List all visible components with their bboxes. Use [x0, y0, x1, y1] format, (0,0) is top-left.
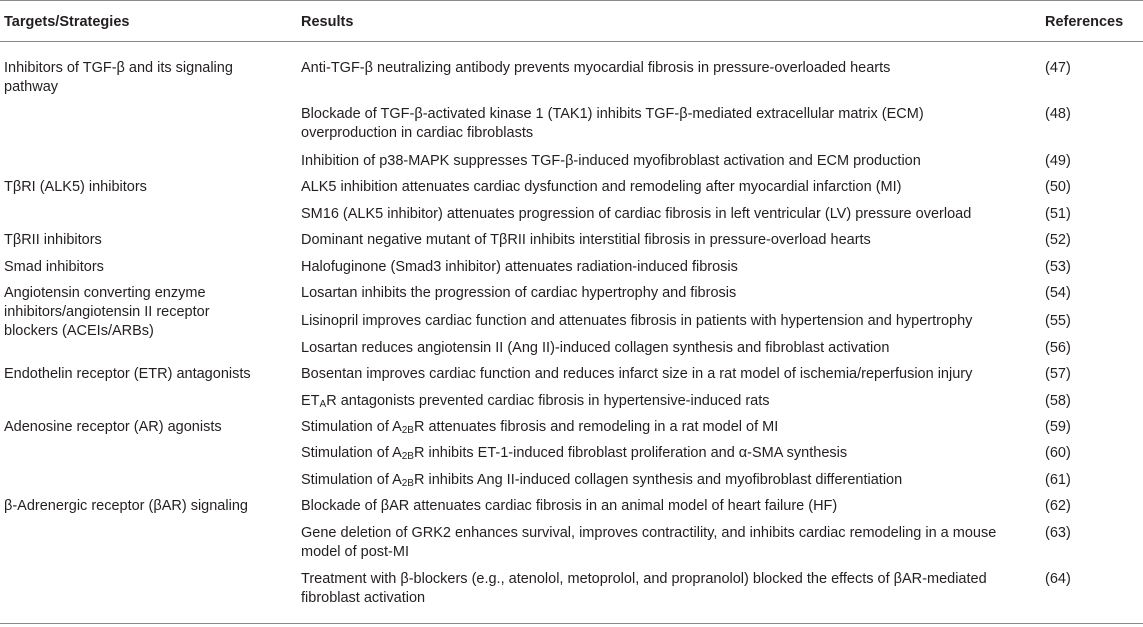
- target-cell: Smad inhibitors: [4, 259, 104, 275]
- table-bottom-rule: [0, 623, 1143, 624]
- result-cell: Anti-TGF-β neutralizing antibody prevents myocardial fibrosis in pressure-overloaded hearts: [301, 60, 891, 76]
- header-results: Results: [301, 14, 354, 30]
- reference-cell: (47): [1045, 60, 1071, 76]
- result-cell: Losartan inhibits the progression of cardiac hypertrophy and fibrosis: [301, 285, 737, 301]
- reference-cell: (58): [1045, 393, 1071, 409]
- target-cell: TβRI (ALK5) inhibitors: [4, 179, 147, 195]
- reference-cell: (59): [1045, 419, 1071, 435]
- reference-cell: (56): [1045, 340, 1071, 356]
- reference-cell: (64): [1045, 571, 1071, 587]
- result-cell: Blockade of βAR attenuates cardiac fibrosis in an animal model of heart failure (HF): [301, 498, 838, 514]
- target-cell: Inhibitors of TGF-β and its signaling pathway: [4, 60, 233, 95]
- result-cell: SM16 (ALK5 inhibitor) attenuates progression of cardiac fibrosis in left ventricular (LV) pressure overload: [301, 206, 972, 222]
- reference-cell: (50): [1045, 179, 1071, 195]
- reference-cell: (48): [1045, 106, 1071, 122]
- result-cell: Lisinopril improves cardiac function and attenuates fibrosis in patients with hypertension and hypertrophy: [301, 313, 973, 329]
- result-cell: Stimulation of $A_{2B}R$ attenuates fibrosis and remodeling in a rat model of MI: [301, 419, 779, 436]
- reference-cell: (53): [1045, 259, 1071, 275]
- result-cell: Treatment with β-blockers (e.g., atenolol, metoprolol, and propranolol) blocked the effects of βAR-mediated fibroblast activation: [301, 571, 987, 606]
- result-cell: ALK5 inhibition attenuates cardiac dysfunction and remodeling after myocardial infarction (MI): [301, 179, 902, 195]
- target-cell: TβRII inhibitors: [4, 232, 102, 248]
- reference-cell: (51): [1045, 206, 1071, 222]
- header-targets: Targets/Strategies: [4, 14, 130, 30]
- reference-cell: (61): [1045, 472, 1071, 488]
- result-cell: $ET_AR$ antagonists prevented cardiac fibrosis in hypertensive-induced rats: [301, 393, 770, 410]
- result-cell: Stimulation of $A_{2B}R$ inhibits Ang II-induced collagen synthesis and myofibroblast differentiation: [301, 472, 903, 489]
- target-cell: Angiotensin converting enzyme inhibitors/angiotensin II receptor blockers (ACEIs/ARBs): [4, 285, 210, 339]
- reference-cell: (62): [1045, 498, 1071, 514]
- target-cell: β-Adrenergic receptor (βAR) signaling: [4, 498, 248, 514]
- result-cell: Losartan reduces angiotensin II (Ang II)-induced collagen synthesis and fibroblast activation: [301, 340, 890, 356]
- result-cell: Stimulation of $A_{2B}R$ inhibits ET-1-induced fibroblast proliferation and α-SMA synthesis: [301, 445, 848, 462]
- result-cell: Halofuginone (Smad3 inhibitor) attenuates radiation-induced fibrosis: [301, 259, 738, 275]
- reference-cell: (63): [1045, 525, 1071, 541]
- reference-cell: (60): [1045, 445, 1071, 461]
- reference-cell: (57): [1045, 366, 1071, 382]
- result-cell: Gene deletion of GRK2 enhances survival, improves contractility, and inhibits cardiac remodeling in a mouse model of post-MI: [301, 525, 997, 560]
- result-cell: Inhibition of p38-MAPK suppresses TGF-β-induced myofibroblast activation and ECM production: [301, 153, 921, 169]
- reference-cell: (52): [1045, 232, 1071, 248]
- result-cell: Dominant negative mutant of TβRII inhibits interstitial fibrosis in pressure-overload hearts: [301, 232, 871, 248]
- result-cell: Bosentan improves cardiac function and reduces infarct size in a rat model of ischemia/reperfusion injury: [301, 366, 973, 382]
- target-cell: Endothelin receptor (ETR) antagonists: [4, 366, 251, 382]
- header-references: References: [1045, 14, 1124, 30]
- result-cell: Blockade of TGF-β-activated kinase 1 (TAK1) inhibits TGF-β-mediated extracellular matrix (ECM) overproduction in cardiac fibroblasts: [301, 106, 924, 141]
- table-header: [0, 0, 1143, 42]
- target-cell: Adenosine receptor (AR) agonists: [4, 419, 222, 435]
- reference-cell: (55): [1045, 313, 1071, 329]
- reference-cell: (54): [1045, 285, 1071, 301]
- reference-cell: (49): [1045, 153, 1071, 169]
